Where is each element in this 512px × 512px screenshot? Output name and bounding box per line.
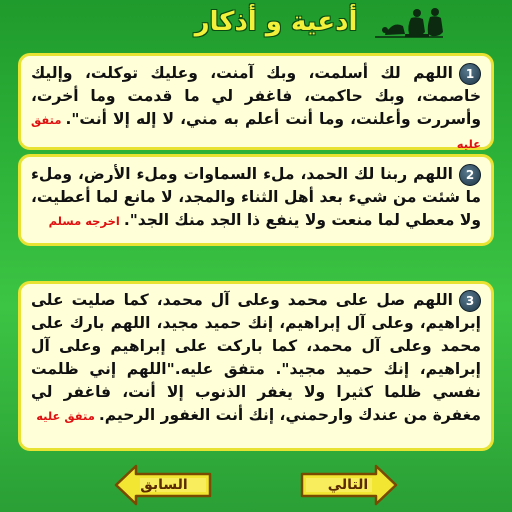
- dua-body: اللهم صل على محمد وعلى آل محمد، كما صليت على إبراهيم، وعلى آل إبراهيم، إنك حميد مجيد، اللهم بارك على محمد وعلى آل محمد، كما باركت على إبراهيم وعلى آل إبراهيم، إنك حميد مجيد". متفق عليه."اللهم إني ظلمت نفسي ظلما كثيرا ولا يغفر الذنوب إلا أنت، فاغفر لي مغفرة من عندك وارحمني، إنك أنت الغفور الرحيم.: [31, 291, 481, 424]
- dua-source: اخرجه مسلم: [48, 214, 120, 228]
- dua-source: متفق عليه: [31, 113, 481, 151]
- dua-body: اللهم لك أسلمت، وبك آمنت، وعليك توكلت، وإليك خاصمت، وبك حاكمت، فاغفر لي ما قدمت وما أخرت، وأسررت وأعلنت، وما أنت أعلم به مني، لا إله إلا أنت".: [31, 64, 481, 128]
- dua-body: اللهم ربنا لك الحمد، ملء السماوات وملء الأرض، وملء ما شئت من شيء بعد أهل الثناء والمجد، لا مانع لما أعطيت، ولا معطي لما منعت ولا ينفع ذا الجد منك الجد".: [31, 165, 481, 229]
- previous-button-label: السابق: [140, 477, 188, 493]
- dua-text-2: [31, 163, 481, 233]
- previous-button[interactable]: [114, 464, 214, 506]
- dua-source: متفق عليه: [36, 409, 95, 423]
- next-button[interactable]: [298, 464, 398, 506]
- dua-number-badge: 3: [459, 290, 481, 312]
- praying-men-icon: [355, 4, 445, 40]
- dua-text-3: [31, 289, 481, 428]
- dua-number-badge: 1: [459, 63, 481, 85]
- dua-card-2: [18, 154, 494, 246]
- app-header: [0, 0, 512, 44]
- dua-text-1: [31, 62, 481, 156]
- next-button-label: التالي: [327, 477, 369, 493]
- page-title: أدعية و أذكار: [194, 7, 358, 37]
- dua-card-3: [18, 281, 494, 451]
- dua-number-badge: 2: [459, 164, 481, 186]
- dua-card-1: [18, 53, 494, 150]
